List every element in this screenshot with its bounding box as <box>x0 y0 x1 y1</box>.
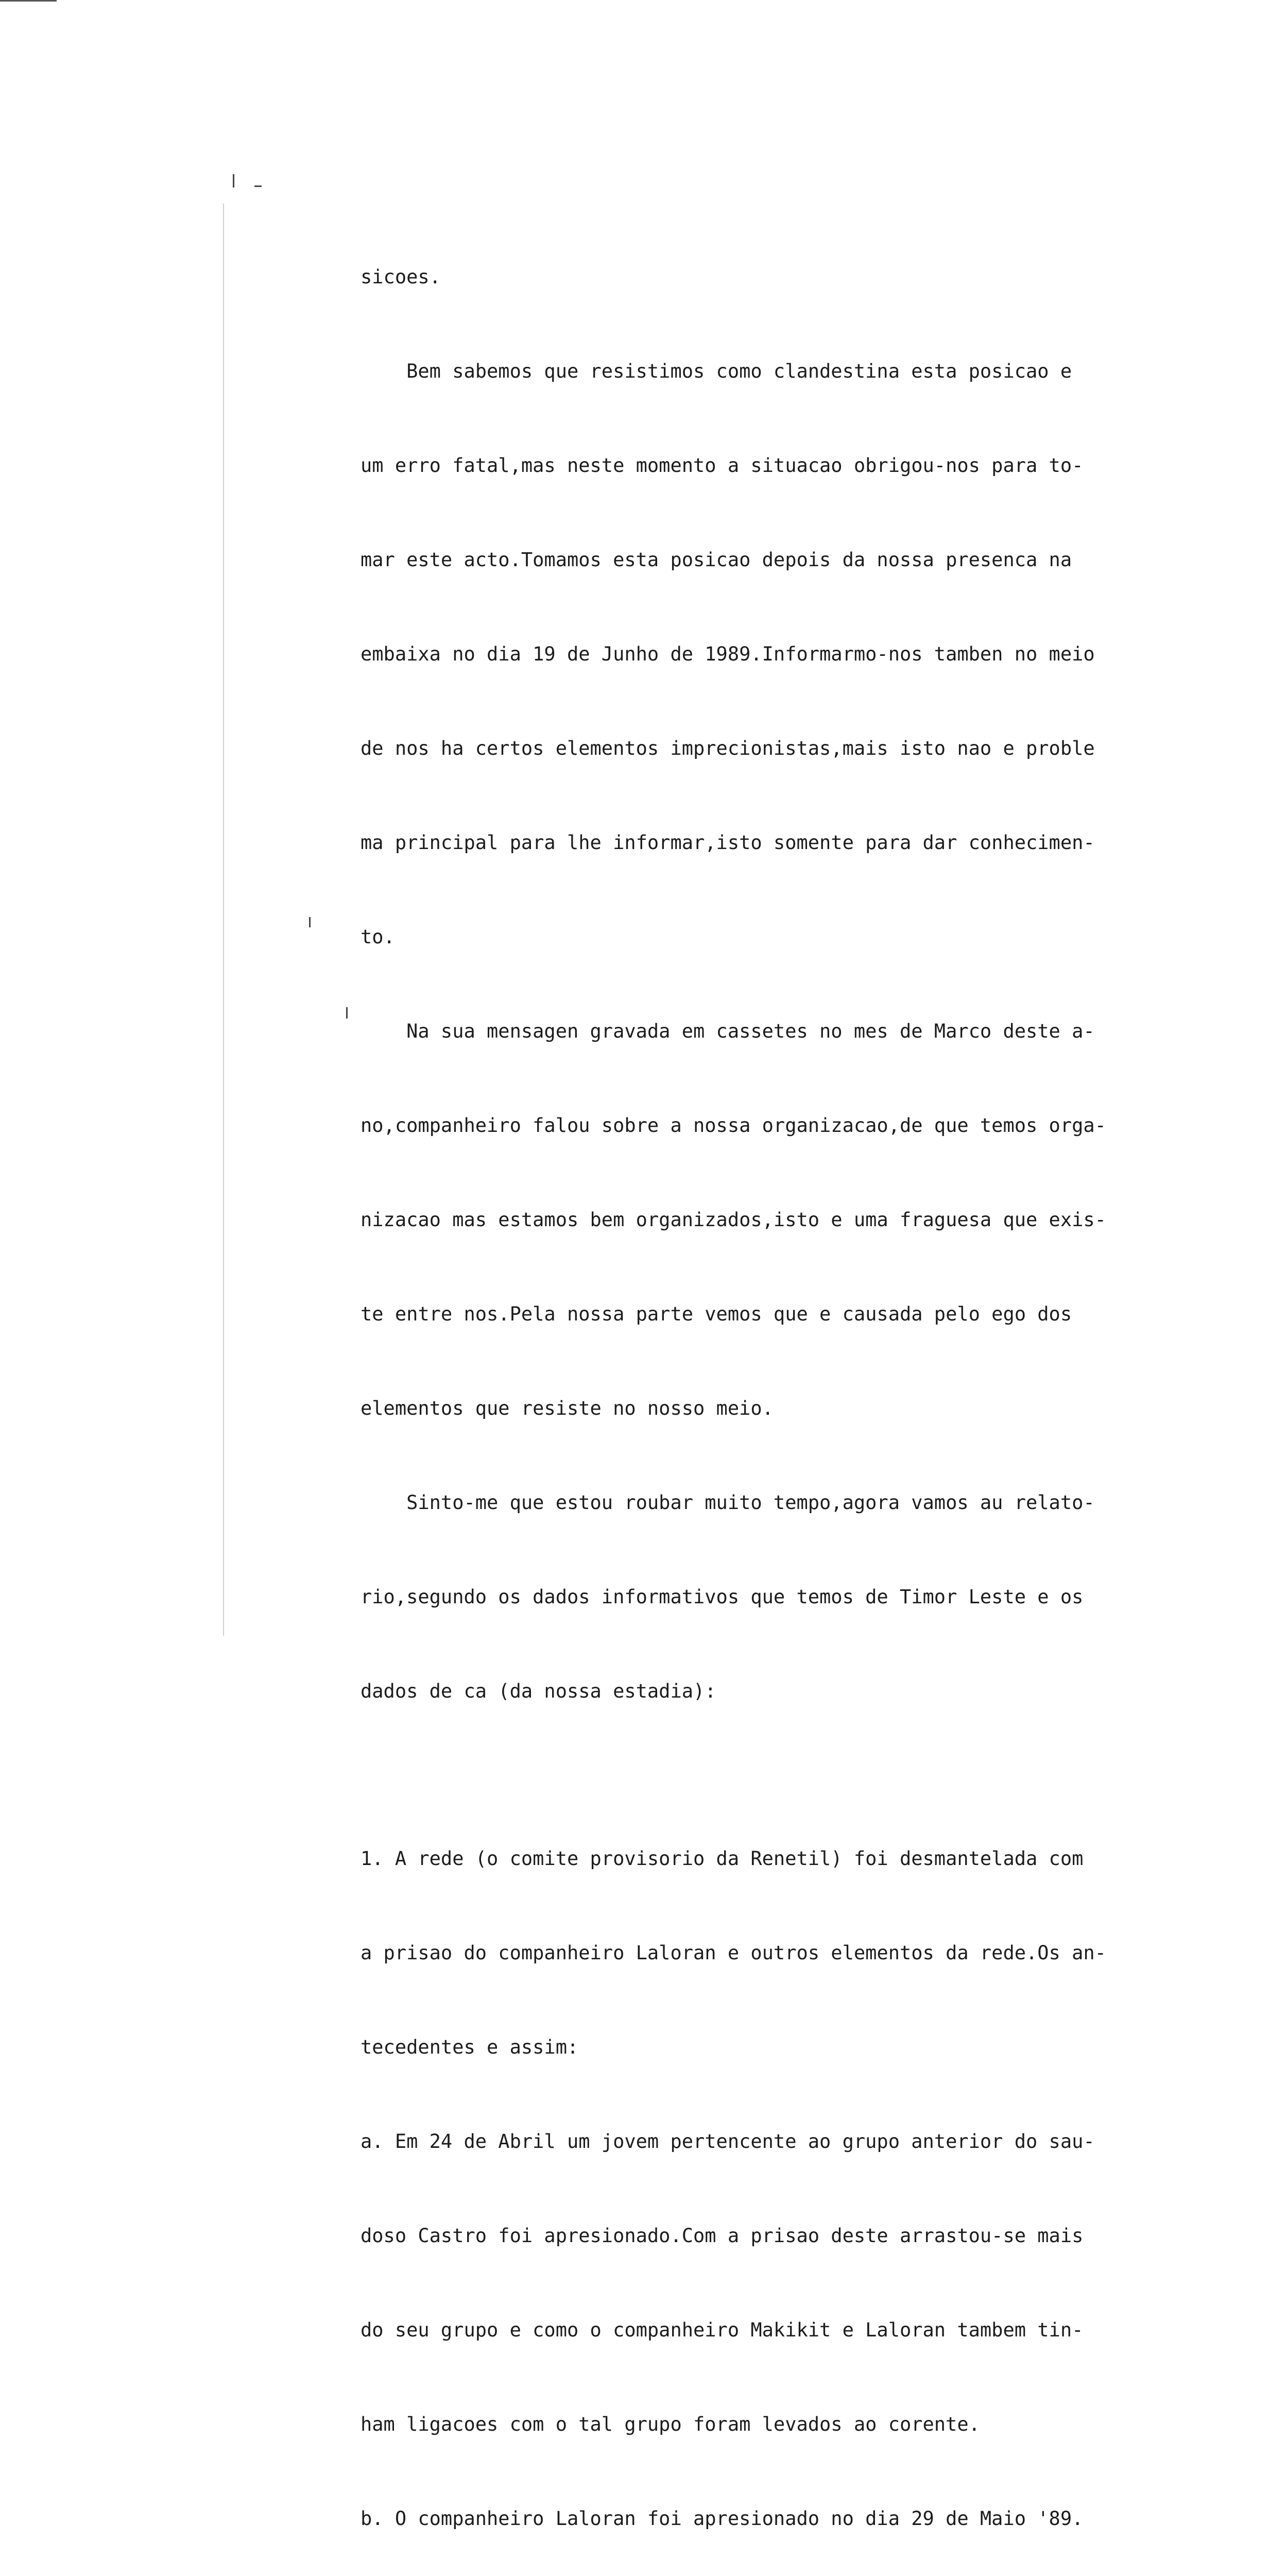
margin-mark <box>309 917 311 927</box>
text-line: Na sua mensagen gravada em cassetes no mes de Marco deste a- <box>361 1020 1095 1042</box>
text-line: embaixa no dia 19 de Junho de 1989.Informarmo-nos tamben no meio <box>361 643 1095 665</box>
text-line: 1. A rede (o comite provisorio da Renetil) foi desmantelada com <box>361 1848 1084 1870</box>
text-line: doso Castro foi apresionado.Com a prisao deste arrastou-se mais <box>361 2225 1084 2247</box>
text-line: ma principal para lhe informar,isto somente para dar conhecimen- <box>361 832 1095 854</box>
text-line: tecedentes e assim: <box>361 2036 579 2058</box>
text-line: a. Em 24 de Abril um jovem pertencente ao grupo anterior do sau- <box>361 2130 1095 2153</box>
margin-mark <box>254 185 262 187</box>
text-line: elementos que resiste no nosso meio. <box>361 1397 774 1419</box>
text-line: te entre nos.Pela nossa parte vemos que e causada pelo ego dos <box>361 1303 1072 1325</box>
text-line: b. O companheiro Laloran foi apresionado no dia 29 de Maio '89. <box>361 2507 1084 2530</box>
paragraph-gap <box>361 1770 1195 1780</box>
text-line: ham ligacoes com o tal grupo foram levados ao corente. <box>361 2413 980 2435</box>
text-line: do seu grupo e como o companheiro Makikit e Laloran tambem tin- <box>361 2319 1084 2341</box>
text-line: rio,segundo os dados informativos que temos de Timor Leste e os <box>361 1586 1084 1608</box>
text-line: de nos ha certos elementos imprecionistas,mais isto nao e proble <box>361 737 1095 759</box>
margin-mark <box>233 174 234 188</box>
text-line: to. <box>361 926 395 948</box>
text-line: dados de ca (da nossa estadia): <box>361 1680 716 1702</box>
text-line: sicoes. <box>361 266 441 288</box>
text-line: Bem sabemos que resistimos como clandestina esta posicao e <box>361 360 1072 382</box>
margin-mark <box>223 204 224 1636</box>
text-line: a prisao do companheiro Laloran e outros elementos da rede.Os an- <box>361 1942 1106 1964</box>
text-line: mar este acto.Tomamos esta posicao depois da nossa presenca na <box>361 549 1072 571</box>
text-line: no,companheiro falou sobre a nossa organizacao,de que temos orga- <box>361 1114 1106 1137</box>
text-line: um erro fatal,mas neste momento a situacao obrigou-nos para to- <box>361 454 1084 477</box>
scan-edge-mark <box>0 0 57 2</box>
margin-mark <box>346 1007 348 1019</box>
text-line: nizacao mas estamos bem organizados,isto e uma fraguesa que exis- <box>361 1209 1106 1231</box>
typed-document-body <box>361 198 1195 2576</box>
text-line: Sinto-me que estou roubar muito tempo,agora vamos au relato- <box>361 1492 1095 1514</box>
